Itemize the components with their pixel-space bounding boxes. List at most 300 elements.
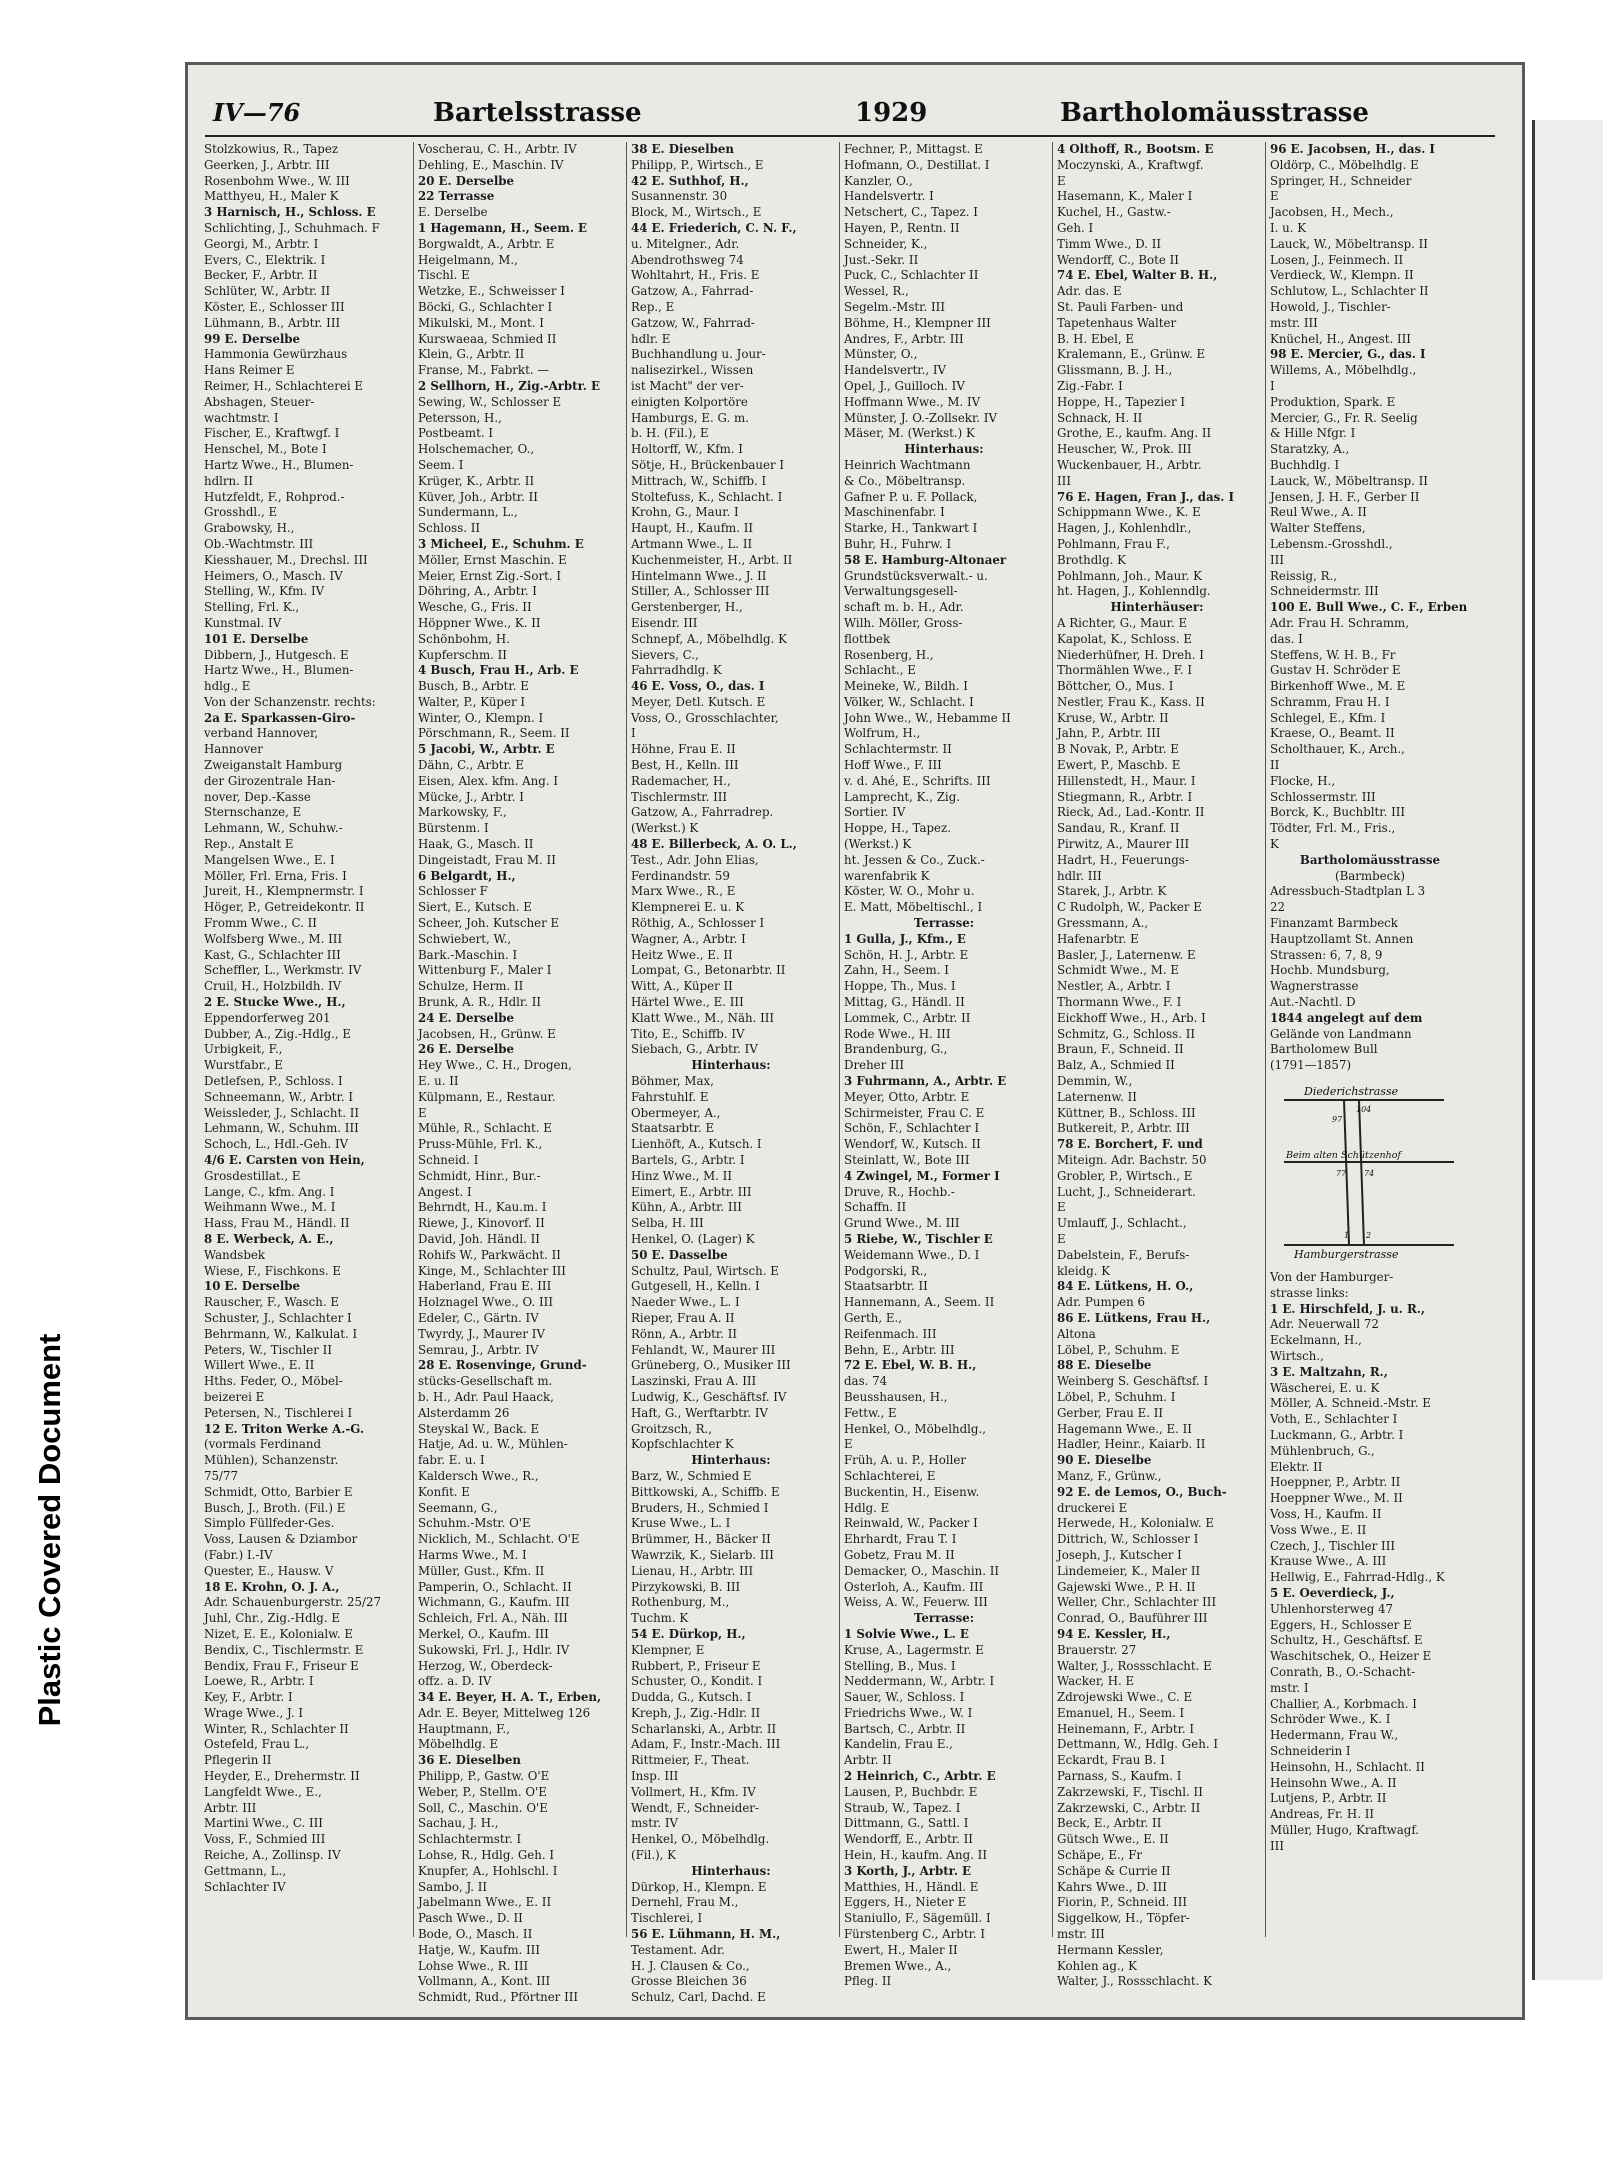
directory-entry: Mühlen), Schanzenstr.: [204, 1453, 339, 1468]
directory-entry: Sievers, C.,: [631, 647, 699, 662]
directory-entry: Wurstfabr., E: [204, 1058, 283, 1073]
map-label: Diederichstrasse: [1304, 1085, 1399, 1099]
directory-entry: 22 Terrasse: [418, 189, 495, 204]
directory-entry: 5 E. Oeverdieck, J.,: [1270, 1585, 1395, 1600]
directory-entry: Butkereit, P., Arbtr. III: [1057, 1121, 1190, 1136]
directory-entry: Rosenberg, H.,: [844, 647, 934, 662]
directory-entry: Czech, J., Tischler III: [1270, 1538, 1396, 1553]
directory-entry: Schneid. I: [418, 1153, 479, 1167]
directory-entry: Pflegerin II: [204, 1753, 272, 1768]
directory-entry: Puck, C., Schlachter II: [844, 268, 979, 283]
directory-entry: 2 E. Stucke Wwe., H.,: [204, 995, 346, 1010]
directory-entry: Pörschmann, R., Seem. II: [418, 726, 570, 741]
map-label: 104: [1356, 1105, 1372, 1115]
directory-entry: Holschemacher, O.,: [418, 442, 535, 457]
directory-entry: Schlüter, W., Arbtr. II: [204, 284, 331, 299]
directory-entry: Pirwitz, A., Maurer III: [1057, 837, 1190, 852]
directory-entry: Fischer, E., Kraftwgf. I: [204, 426, 340, 441]
directory-entry: Löbel, P., Schuhm. E: [1057, 1342, 1180, 1357]
directory-entry: Nestler, Frau K., Kass. II: [1057, 694, 1205, 709]
directory-entry: Kohlen ag., K: [1057, 1958, 1137, 1973]
directory-entry: Hoppe, Th., Mus. I: [844, 979, 956, 994]
directory-entry: Schön, H. J., Arbtr. E: [844, 947, 969, 962]
directory-entry: Arbtr. III: [204, 1800, 257, 1815]
directory-entry: b. H. (Fil.), E: [631, 426, 709, 441]
directory-entry: Höhne, Frau E. II: [631, 742, 736, 757]
directory-entry: Hinterhaus:: [904, 442, 984, 457]
directory-entry: Lausen, P., Buchbdr. E: [844, 1784, 978, 1799]
directory-entry: Eisendr. III: [631, 615, 698, 630]
directory-entry: Schoch, L., Hdl.-Geh. IV: [204, 1137, 349, 1152]
directory-entry: Nicklich, M., Schlacht. O'E: [418, 1532, 580, 1547]
directory-entry: 38 E. Dieselben: [631, 142, 734, 156]
directory-entry: Geerken, J., Arbtr. III: [204, 157, 330, 172]
directory-entry: Hauptmann, F.,: [418, 1721, 510, 1736]
directory-entry: Abshagen, Steuer-: [204, 394, 315, 409]
directory-entry: Emanuel, H., Seem. I: [1057, 1705, 1185, 1720]
directory-entry: wachtmstr. I: [204, 410, 279, 425]
directory-entry: Zahn, H., Seem. I: [844, 963, 949, 978]
directory-entry: Lamprecht, K., Zig.: [844, 789, 961, 804]
directory-entry: Heigelmann, M.,: [418, 252, 518, 267]
directory-entry: Weiss, A. W., Feuerw. III: [844, 1595, 988, 1610]
directory-entry: Fromm Wwe., C. II: [204, 916, 317, 931]
directory-entry: Stoltefuss, K., Schlacht. I: [631, 489, 783, 504]
directory-entry: Druve, R., Hochb.-: [844, 1184, 955, 1199]
directory-entry: Kreph, J., Zig.-Hdlr. II: [631, 1705, 761, 1720]
directory-entry: & Co., Möbeltransp.: [844, 473, 966, 488]
directory-entry: Reimer, H., Schlachterei E: [204, 378, 363, 393]
directory-entry: Weissleder, J., Schlacht. II: [204, 1105, 360, 1120]
directory-entry: nalisezirkel., Wissen: [631, 363, 754, 378]
directory-entry: Adr. Frau H. Schramm,: [1270, 615, 1409, 630]
directory-entry: Adr. Pumpen 6: [1057, 1295, 1146, 1310]
directory-entry: der Girozentrale Han-: [204, 773, 336, 788]
directory-entry: Behn, E., Arbtr. III: [844, 1342, 955, 1357]
directory-entry: Braun, F., Schneid. II: [1057, 1042, 1184, 1057]
directory-entry: Stelling, Frl. K.,: [204, 600, 300, 615]
directory-entry: 75/77: [204, 1468, 238, 1483]
directory-entry: Höger, P., Getreidekontr. II: [204, 900, 365, 915]
directory-entry: Howold, J., Tischler-: [1270, 299, 1391, 314]
directory-entry: Steyskal W., Back. E: [418, 1421, 540, 1436]
directory-entry: 96 E. Jacobsen, H., das. I: [1270, 142, 1435, 156]
directory-entry: Dingeistadt, Frau M. II: [418, 852, 556, 867]
directory-entry: Starke, H., Tankwart I: [844, 521, 978, 536]
directory-entry: Merkel, O., Kaufm. III: [418, 1626, 549, 1641]
side-label-text: Plastic Covered Document: [32, 1333, 67, 1727]
directory-entry: Siggelkow, H., Töpfer-: [1057, 1911, 1190, 1926]
directory-entry: Loewe, R., Arbtr. I: [204, 1674, 314, 1689]
directory-entry: 72 E. Ebel, W. B. H.,: [844, 1358, 977, 1373]
directory-entry: I: [631, 726, 636, 741]
directory-entry: Kruse, W., Arbtr. II: [1057, 710, 1169, 725]
directory-entry: Kanzler, O.,: [844, 173, 913, 188]
map-label: 74: [1364, 1169, 1375, 1179]
directory-entry: Dreher III: [844, 1058, 905, 1073]
directory-entry: Heimers, O., Masch. IV: [204, 568, 343, 583]
directory-entry: Kunstmal. IV: [204, 615, 282, 630]
directory-entry: Wacker, H. E: [1057, 1674, 1135, 1689]
directory-entry: E: [1057, 173, 1066, 188]
directory-entry: Weinberg S. Geschäftsf. I: [1057, 1374, 1209, 1389]
directory-entry: Rep., Anstalt E: [204, 837, 294, 852]
directory-entry: 3 Fuhrmann, A., Arbtr. E: [844, 1074, 1007, 1089]
directory-entry: Schröder Wwe., K. I: [1270, 1712, 1391, 1727]
directory-entry: Pohlmann, Frau F.,: [1057, 536, 1170, 551]
directory-entry: Kühn, A., Arbtr. III: [631, 1200, 742, 1215]
directory-entry: Grobler, P., Wirtsch., E: [1057, 1168, 1193, 1183]
directory-entry: Segelm.-Mstr. III: [844, 299, 945, 314]
directory-entry: 101 E. Derselbe: [204, 631, 309, 646]
directory-entry: Hutzfeldt, F., Rohprod.-: [204, 489, 345, 504]
directory-entry: Konfit. E: [418, 1484, 470, 1499]
directory-entry: hdlg., E: [204, 679, 251, 694]
side-label: [20, 1230, 80, 1830]
directory-entry: (Fil.), K: [631, 1848, 676, 1863]
directory-entry: Rieck, Ad., Lad.-Kontr. II: [1057, 805, 1205, 820]
directory-entry: 44 E. Friederich, C. N. F.,: [631, 220, 797, 235]
directory-entry: 98 E. Mercier, G., das. I: [1270, 347, 1426, 362]
directory-entry: Schultz, Paul, Wirtsch. E: [631, 1263, 779, 1278]
directory-entry: Eickhoff Wwe., H., Arb. I: [1057, 1010, 1206, 1025]
directory-entry: Adressbuch-Stadtplan L 3: [1270, 884, 1426, 899]
directory-entry: Peters, W., Tischler II: [204, 1342, 332, 1357]
directory-entry: Hatje, Ad. u. W., Mühlen-: [418, 1437, 568, 1452]
directory-entry: Bartels, G., Arbtr. I: [631, 1153, 745, 1167]
directory-entry: Demmin, W.,: [1057, 1074, 1133, 1089]
directory-entry: Altona: [1057, 1326, 1096, 1341]
directory-entry: Selba, H. III: [631, 1216, 704, 1231]
directory-entry: Schlachtermstr. I: [418, 1832, 522, 1847]
directory-entry: 3 Micheel, E., Schuhm. E: [418, 536, 584, 551]
directory-entry: strasse links:: [1270, 1285, 1349, 1300]
directory-entry: Birkenhoff Wwe., M. E: [1270, 679, 1406, 694]
directory-entry: 56 E. Lühmann, H. M.,: [631, 1927, 781, 1942]
directory-entry: Hoff Wwe., F. III: [844, 758, 942, 773]
directory-entry: Pasch Wwe., D. II: [418, 1911, 523, 1926]
directory-entry: 46 E. Voss, O., das. I: [631, 679, 765, 694]
directory-entry: Parnass, S., Kaufm. I: [1057, 1769, 1182, 1784]
directory-entry: Brothdlg. K: [1057, 552, 1126, 567]
directory-entry: Sternschanze, E: [204, 805, 302, 820]
directory-entry: Hein, H., kaufm. Ang. II: [844, 1848, 987, 1863]
directory-entry: ist Macht" der ver-: [631, 378, 744, 393]
directory-entry: Bruders, H., Schmied I: [631, 1500, 769, 1515]
directory-entry: ht. Hagen, J., Kohlenndlg.: [1057, 584, 1211, 599]
directory-entry: Voss, F., Schmied III: [204, 1832, 326, 1847]
directory-entry: III: [1270, 552, 1284, 567]
directory-entry: I: [1270, 378, 1275, 393]
directory-entry: Zakrzewski, F., Tischl. II: [1057, 1784, 1203, 1799]
directory-entry: Wolfsberg Wwe., M. III: [204, 931, 343, 946]
directory-entry: 99 E. Derselbe: [204, 331, 301, 346]
directory-entry: 90 E. Dieselbe: [1057, 1453, 1152, 1468]
directory-entry: Tödter, Frl. M., Fris.,: [1270, 821, 1396, 836]
directory-entry: Insp. III: [631, 1769, 679, 1784]
directory-entry: 3 Korth, J., Arbtr. E: [844, 1863, 972, 1878]
directory-entry: Tischlerei, I: [631, 1911, 703, 1926]
directory-entry: Schmidt Wwe., M. E: [1057, 963, 1179, 978]
directory-entry: Möller, A. Schneid.-Mstr. E: [1270, 1396, 1431, 1411]
directory-entry: Quester, E., Hausw. V: [204, 1563, 334, 1578]
directory-entry: C Rudolph, W., Packer E: [1057, 900, 1202, 915]
directory-entry: Haft, G., Werftarbtr. IV: [631, 1405, 769, 1420]
directory-entry: Gütsch Wwe., E. II: [1057, 1832, 1169, 1847]
directory-entry: Just.-Sekr. II: [844, 252, 919, 267]
directory-entry: Produktion, Spark. E: [1270, 394, 1396, 409]
directory-entry: Best, H., Kelln. III: [631, 758, 739, 773]
directory-entry: Terrasse:: [913, 1611, 975, 1626]
directory-entry: Hellwig, E., Fahrrad-Hdlg., K: [1270, 1570, 1445, 1585]
directory-entry: Block, M., Wirtsch., E: [631, 205, 762, 220]
directory-entry: Uhlenhorsterweg 47: [1270, 1601, 1394, 1616]
directory-entry: Walter Steffens,: [1270, 521, 1366, 536]
directory-entry: 58 E. Hamburg-Altonaer: [844, 552, 1007, 567]
directory-entry: 8 E. Werbeck, A. E.,: [204, 1231, 334, 1246]
directory-entry: Möller, Frl. Erna, Fris. I: [204, 868, 347, 883]
directory-entry: Zakrzewski, C., Arbtr. II: [1057, 1800, 1201, 1815]
directory-entry: Schuster, J., Schlachter I: [204, 1310, 352, 1325]
directory-entry: Kandelin, Frau E.,: [844, 1737, 953, 1752]
directory-entry: Grundstücksverwalt.- u.: [844, 568, 988, 583]
left-street-title: Bartelsstrasse: [433, 98, 642, 128]
directory-entry: Nestler, A., Arbtr. I: [1057, 979, 1171, 994]
directory-entry: Meier, Ernst Zig.-Sort. I: [418, 568, 562, 583]
directory-entry: Mühlenbruch, G.,: [1270, 1443, 1375, 1458]
directory-entry: (Werkst.) K: [631, 821, 699, 836]
directory-entry: Kaldersch Wwe., R.,: [418, 1468, 539, 1483]
directory-entry: Eimert, E., Arbtr. III: [631, 1184, 752, 1199]
directory-entry: nover, Dep.-Kasse: [204, 789, 311, 804]
directory-entry: 54 E. Dürkop, H.,: [631, 1626, 746, 1641]
directory-entry: Obermeyer, A.,: [631, 1105, 721, 1120]
directory-entry: 24 E. Derselbe: [418, 1010, 515, 1025]
directory-entry: Abendrothsweg 74: [631, 252, 744, 267]
directory-entry: Hillenstedt, H., Maur. I: [1057, 773, 1196, 788]
directory-entry: Pamperin, O., Schlacht. II: [418, 1579, 572, 1594]
directory-entry: Borgwaldt, A., Arbtr. E: [418, 236, 555, 251]
directory-entry: Wendorf, W., Kutsch. II: [844, 1137, 981, 1152]
directory-entry: Hatje, W., Kaufm. III: [418, 1942, 540, 1957]
directory-entry: Schuster, O., Kondit. I: [631, 1674, 763, 1689]
directory-entry: druckerei E: [1057, 1500, 1128, 1515]
directory-entry: Dähn, C., Arbtr. E: [418, 758, 524, 773]
directory-entry: Edeler, C., Gärtn. IV: [418, 1310, 539, 1325]
directory-entry: Rubbert, P., Friseur E: [631, 1658, 761, 1673]
directory-entry: Groitzsch, R.,: [631, 1421, 713, 1436]
directory-entry: Wessel, R.,: [844, 284, 909, 299]
directory-entry: K: [1270, 837, 1279, 852]
directory-entry: Lindemeier, K., Maler II: [1057, 1563, 1201, 1578]
directory-entry: Brauerstr. 27: [1057, 1642, 1137, 1657]
directory-entry: Markowsky, F.,: [418, 805, 507, 820]
directory-entry: Schlichting, J., Schuhmach. F: [204, 220, 380, 235]
directory-entry: Waschitschek, O., Heizer E: [1270, 1649, 1432, 1664]
directory-entry: Pohlmann, Joh., Maur. K: [1057, 568, 1202, 583]
directory-entry: Elektr. II: [1270, 1459, 1323, 1474]
directory-entry: Osterloh, A., Kaufm. III: [844, 1579, 984, 1594]
directory-entry: Schramm, Frau H. I: [1270, 694, 1390, 709]
directory-entry: einigten Kolportöre: [631, 394, 748, 409]
directory-entry: Hdlg. E: [844, 1500, 890, 1515]
directory-entry: Lange, C., kfm. Ang. I: [204, 1184, 335, 1199]
directory-entry: Matthies, H., Händl. E: [844, 1879, 979, 1894]
directory-entry: Losen, J., Feinmech. II: [1270, 252, 1404, 267]
directory-entry: Riewe, J., Kinovorf. II: [418, 1216, 545, 1231]
directory-entry: Kapolat, K., Schloss. E: [1057, 631, 1192, 646]
directory-entry: Hinz Wwe., M. II: [631, 1168, 732, 1183]
directory-entry: Rosenbohm Wwe., W. III: [204, 173, 350, 188]
directory-entry: Reul Wwe., A. II: [1270, 505, 1367, 520]
directory-entry: Mikulski, M., Mont. I: [418, 315, 544, 330]
directory-entry: Holtorff, W., Kfm. I: [631, 442, 743, 457]
directory-entry: 12 E. Triton Werke A.-G.: [204, 1421, 365, 1436]
directory-entry: Nizet, E. E., Kolonialw. E: [204, 1626, 353, 1641]
directory-entry: Demacker, O., Maschin. II: [844, 1563, 1000, 1578]
directory-entry: Grosdestillat., E: [204, 1168, 301, 1183]
directory-entry: Winter, O., Klempn. I: [418, 710, 544, 725]
directory-entry: Ewert, H., Maler II: [844, 1942, 958, 1957]
directory-entry: schaft m. b. H., Adr.: [844, 600, 964, 615]
header-rule: [205, 135, 1495, 137]
directory-entry: Hans Reimer E: [204, 363, 295, 378]
directory-entry: Handelsvertr., IV: [844, 363, 947, 378]
directory-entry: Heinsohn Wwe., A. II: [1270, 1775, 1397, 1790]
directory-entry: Schaffn. II: [844, 1200, 907, 1215]
directory-entry: Hermann Kessler,: [1057, 1942, 1164, 1957]
directory-entry: Hartz Wwe., H., Blumen-: [204, 663, 354, 678]
directory-entry: hdlr. III: [1057, 868, 1102, 883]
directory-entry: Matthyeu, H., Maler K: [204, 189, 339, 204]
directory-entry: Lühmann, B., Arbtr. III: [204, 315, 341, 330]
directory-entry: Petersen, N., Tischlerei I: [204, 1405, 353, 1420]
directory-entry: Gafner P. u. F. Pollack,: [844, 489, 978, 504]
directory-entry: Klatt Wwe., M., Näh. III: [631, 1010, 775, 1025]
directory-entry: Verdieck, W., Klempn. II: [1270, 268, 1414, 283]
directory-entry: Grabowsky, H.,: [204, 521, 295, 536]
directory-entry: flottbek: [844, 631, 891, 646]
directory-entry: Hamburgs, E. G. m.: [631, 410, 749, 425]
directory-entry: Neddermann, W., Arbtr. I: [844, 1674, 995, 1689]
directory-entry: Stelling, W., Kfm. IV: [204, 584, 325, 599]
directory-entry: Wesche, G., Fris. II: [418, 600, 532, 615]
directory-entry: Siert, E., Kutsch. E: [418, 900, 532, 915]
directory-entry: Lohse Wwe., R. III: [418, 1958, 529, 1973]
directory-entry: 4 Zwingel, M., Former I: [844, 1168, 1000, 1183]
directory-entry: Laszinski, Frau A. III: [631, 1374, 757, 1389]
directory-entry: Haak, G., Masch. II: [418, 837, 534, 852]
directory-entry: Wawrzik, K., Sielarb. III: [631, 1547, 774, 1562]
directory-entry: Marx Wwe., R., E: [631, 884, 736, 899]
directory-entry: Walter, J., Rossschlacht. K: [1057, 1974, 1212, 1989]
directory-entry: Kuchenmeister, H., Arbt. II: [631, 552, 793, 567]
directory-entry: Staatsarbtr. II: [844, 1279, 928, 1294]
directory-entry: Tischl. E: [418, 268, 470, 283]
directory-entry: Kuchel, H., Gastw.-: [1057, 205, 1171, 220]
directory-entry: Grosse Bleichen 36: [631, 1974, 747, 1989]
directory-entry: Hintelmann Wwe., J. II: [631, 568, 767, 583]
directory-entry: Schneiderin I: [1270, 1743, 1351, 1758]
directory-entry: Heinemann, F., Arbtr. I: [1057, 1721, 1195, 1736]
directory-entry: Buckentin, H., Eisenw.: [844, 1484, 980, 1499]
directory-entry: Moczynski, A., Kraftwgf.: [1057, 157, 1204, 172]
directory-entry: Behrndt, H., Kau.m. I: [418, 1200, 547, 1215]
directory-entry: Dibbern, J., Hutgesch. E: [204, 647, 349, 662]
directory-entry: Borck, K., Buchbltr. III: [1270, 805, 1406, 820]
directory-entry: Gutgesell, H., Kelln. I: [631, 1279, 760, 1294]
directory-entry: Sambo, J. II: [418, 1879, 488, 1894]
directory-entry: Mücke, J., Arbtr. I: [418, 789, 524, 804]
directory-entry: Friedrichs Wwe., W. I: [844, 1705, 973, 1720]
directory-entry: Reiche, A., Zollinsp. IV: [204, 1848, 341, 1863]
directory-entry: 92 E. de Lemos, O., Buch-: [1057, 1484, 1227, 1499]
directory-entry: Joseph, J., Kutscher I: [1057, 1547, 1182, 1562]
directory-entry: Urbigkeit, F.,: [204, 1042, 283, 1057]
directory-entry: Klein, G., Arbtr. II: [418, 347, 525, 362]
directory-entry: Opel, J., Guilloch. IV: [844, 378, 965, 393]
directory-entry: Haberland, Frau E. III: [418, 1279, 552, 1294]
directory-entry: 2 Sellhorn, H., Zig.-Arbtr. E: [418, 378, 600, 393]
directory-entry: Weihmann Wwe., M. I: [204, 1200, 336, 1215]
directory-entry: Fechner, P., Mittagst. E: [844, 142, 983, 156]
directory-entry: ht. Jessen & Co., Zuck.-: [844, 852, 985, 867]
directory-entry: kleidg. K: [1057, 1263, 1111, 1278]
directory-entry: Staniullo, F., Sägemüll. I: [844, 1911, 991, 1926]
directory-entry: stücks-Gesellschaft m.: [418, 1374, 553, 1389]
directory-entry: Grosshdl., E: [204, 505, 278, 520]
directory-entry: E. Derselbe: [418, 205, 488, 220]
directory-entry: Münster, O.,: [844, 347, 918, 362]
directory-entry: Ostefeld, Frau L.,: [204, 1737, 310, 1752]
directory-column: [839, 142, 1048, 1989]
directory-entry: Hedermann, Frau W.,: [1270, 1728, 1399, 1743]
directory-entry: Böcki, G., Schlachter I: [418, 299, 553, 314]
directory-entry: Schneemann, W., Arbtr. I: [204, 1089, 354, 1104]
directory-entry: Mittag, G., Händl. II: [844, 995, 965, 1010]
page-number: IV—76: [213, 98, 301, 127]
directory-entry: Zig.-Fabr. I: [1057, 378, 1123, 393]
directory-entry: H. J. Clausen & Co.,: [631, 1958, 750, 1973]
directory-entry: Eggers, H., Nieter E: [844, 1895, 967, 1910]
directory-entry: Schön, F., Schlachter I: [844, 1121, 980, 1136]
directory-entry: Böhme, H., Klempner III: [844, 315, 991, 330]
map-label: 77: [1336, 1169, 1347, 1179]
directory-entry: Siebach, G., Arbtr. IV: [631, 1042, 758, 1057]
directory-entry: Löbel, P., Schuhm. I: [1057, 1389, 1176, 1404]
directory-entry: Petersson, H.,: [418, 410, 502, 425]
directory-entry: Grund Wwe., M. III: [844, 1216, 960, 1231]
directory-entry: 20 E. Derselbe: [418, 173, 515, 188]
directory-entry: Dabelstein, F., Berufs-: [1057, 1247, 1190, 1262]
directory-entry: Dettmann, W., Hdlg. Geh. I: [1057, 1737, 1218, 1752]
directory-entry: 1 Solvie Wwe., L. E: [844, 1626, 969, 1641]
directory-entry: Naeder Wwe., L. I: [631, 1295, 740, 1310]
directory-entry: Scheffler, L., Werkmstr. IV: [204, 963, 362, 978]
directory-entry: Gatzow, A., Fahrradrep.: [631, 805, 774, 820]
directory-entry: Eggers, H., Schlosser E: [1270, 1617, 1412, 1632]
directory-entry: Schirmeister, Frau C. E: [844, 1105, 985, 1120]
directory-entry: Gatzow, A., Fahrrad-: [631, 284, 754, 299]
directory-entry: Härtel Wwe., E. III: [631, 995, 744, 1010]
directory-entry: Schnack, H. II: [1057, 410, 1143, 425]
directory-entry: Wagner, A., Arbtr. I: [631, 931, 746, 946]
directory-entry: B Novak, P., Arbtr. E: [1057, 742, 1179, 757]
directory-entry: Adr. Neuerwall 72: [1270, 1317, 1379, 1332]
directory-entry: Thormählen Wwe., F. I: [1057, 663, 1193, 678]
directory-entry: Luckmann, G., Arbtr. I: [1270, 1427, 1404, 1442]
directory-entry: Weidemann Wwe., D. I: [844, 1247, 980, 1262]
